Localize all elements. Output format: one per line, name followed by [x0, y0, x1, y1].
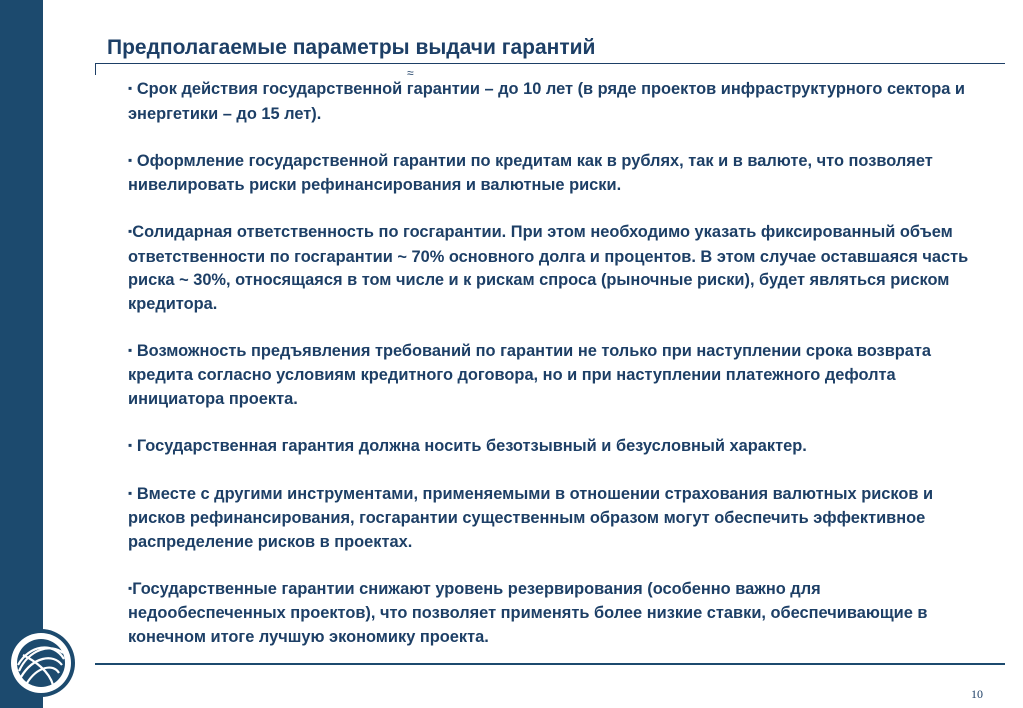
globe-logo-icon	[5, 627, 77, 699]
bullet-text: Оформление государственной гарантии по кредитам как в рублях, так и в валюте, что позволяет нивелировать риски рефинансирования и валютные риски.	[128, 151, 933, 194]
left-brand-band	[0, 0, 43, 708]
bottom-rule	[95, 663, 1005, 665]
bullet-text: Возможность предъявления требований по гарантии не только при наступлении срока возврата кредита согласно условиям кредитного договора, но и при наступлении платежного дефолта инициатора проекта.	[128, 341, 932, 408]
bullet-item	[128, 483, 978, 555]
bullet-list	[128, 78, 978, 673]
bullet-marker: ▪	[128, 224, 133, 238]
bullet-text: Срок действия государственной гарантии – до 10 лет (в ряде проектов инфраструктурного сектора и энергетики – до 15 лет).	[128, 80, 965, 123]
bullet-text: Государственные гарантии снижают уровень резервирования (особенно важно для недообеспеченных проектов), что позволяет применять более низкие ставки, обеспечивающие в конечном итоге лучшую экономику проекта.	[128, 579, 928, 646]
title-underline	[95, 63, 1005, 64]
bullet-marker: ▪	[128, 485, 133, 500]
bullet-marker: ▪	[128, 580, 133, 595]
bullet-item	[128, 78, 978, 126]
bullet-text: Государственная гарантия должна носить безотзывный и безусловный характер.	[136, 436, 807, 455]
bullet-text: Вместе с другими инструментами, применяемыми в отношении страхования валютных рисков и рисков рефинансирования, госгарантии существенным образом могут обеспечить эффективное распределение рисков в проектах.	[128, 484, 934, 551]
bullet-marker: ▪	[128, 81, 133, 95]
page-number: 10	[971, 687, 983, 701]
bullet-item	[128, 578, 978, 650]
bullet-item	[128, 150, 978, 198]
bullet-item	[128, 340, 978, 412]
bullet-text: Солидарная ответственность по госгарантии. При этом необходимо указать фиксированный объем ответственности по госгарантии ~ 70% основного долга и процентов. В этом случае оставшаяся часть риска ~ 30%, относящаяся в том числе и к рискам спроса (рыночные риски), будет являться риском кредитора.	[128, 223, 969, 313]
bullet-item	[128, 435, 978, 460]
title-underline-tick	[95, 63, 96, 75]
bullet-marker: ▪	[128, 437, 133, 452]
bullet-marker: ▪	[128, 342, 133, 357]
bullet-item	[128, 221, 978, 316]
approx-mark: ≈	[407, 66, 414, 80]
slide-title: Предполагаемые параметры выдачи гарантий	[107, 36, 596, 59]
bullet-marker: ▪	[128, 152, 133, 167]
